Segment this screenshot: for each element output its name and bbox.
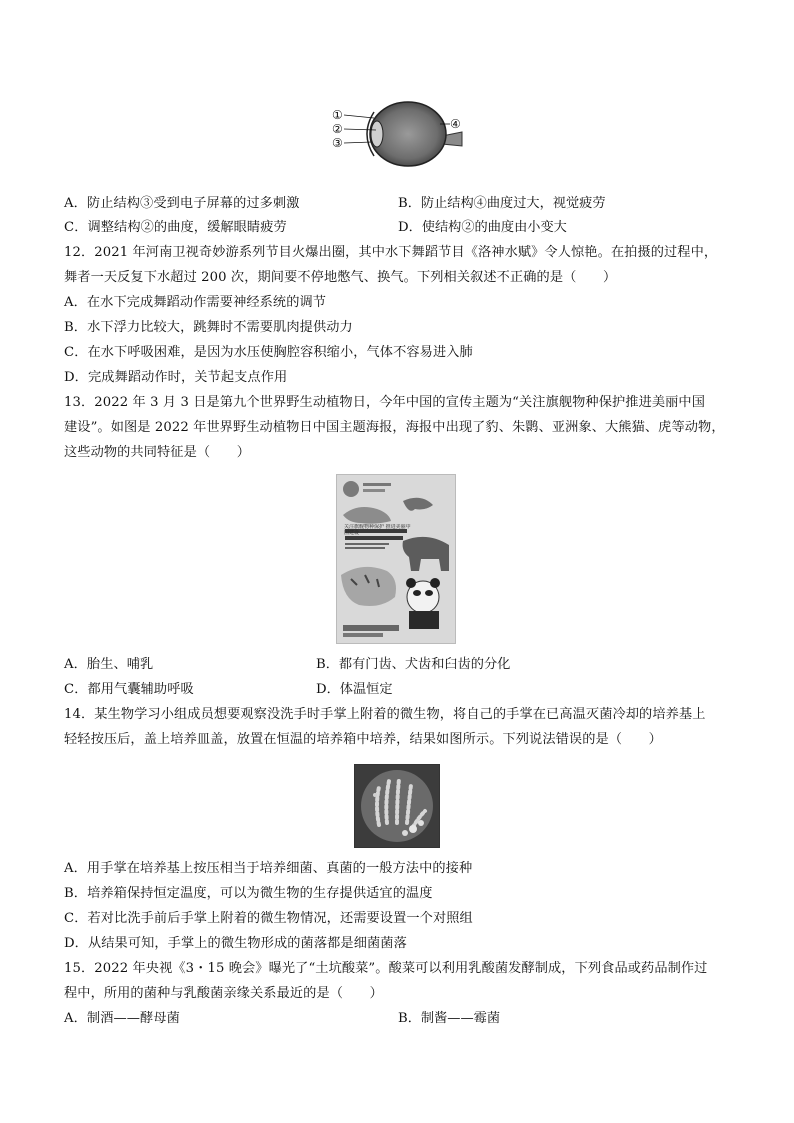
q14-stem-1: 14．某生物学习小组成员想要观察没洗手时手掌上附着的微生物，将自己的手掌在已高温灭菌冷却的培养基上 <box>64 707 706 722</box>
q14-option-a: A．用手掌在培养基上按压相当于培养细菌、真菌的一般方法中的接种 <box>64 861 473 876</box>
q12-option-d: D．完成舞蹈动作时，关节起支点作用 <box>64 370 288 385</box>
q14-stem-2: 轻轻按压后，盖上培养皿盖，放置在恒温的培养箱中培养，结果如图所示。下列说法错误的是（ ） <box>64 732 662 747</box>
q15-stem-2: 程中，所用的菌种与乳酸菌亲缘关系最近的是（ ） <box>64 986 383 1001</box>
q15-option-a: A．制酒——酵母菌 <box>64 1011 180 1026</box>
q15-stem-1: 15．2022 年央视《3・15 晚会》曝光了“土坑酸菜”。酸菜可以利用乳酸菌发酵制成，下列食品或药品制作过 <box>64 961 708 976</box>
q12-option-b: B．水下浮力比较大，跳舞时不需要肌肉提供动力 <box>64 320 353 335</box>
eye-label-2: ② <box>332 122 343 136</box>
q11-option-a: A．防止结构③受到电子屏幕的过多刺激 <box>64 196 300 211</box>
lens <box>371 121 383 147</box>
petri-dish-photo <box>354 764 440 848</box>
eye-label-3: ③ <box>332 136 343 150</box>
q13-stem-3: 这些动物的共同特征是（ ） <box>64 445 251 460</box>
q12-stem-2: 舞者一天反复下水超过 200 次，期间要不停地憋气、换气。下列相关叙述不正确的是（ ） <box>64 270 617 285</box>
q12-option-a: A．在水下完成舞蹈动作需要神经系统的调节 <box>64 295 327 310</box>
q13-option-d: D．体温恒定 <box>316 682 393 697</box>
q14-option-b: B．培养箱保持恒定温度，可以为微生物的生存提供适宜的温度 <box>64 886 433 901</box>
q13-option-b: B．都有门齿、犬齿和臼齿的分化 <box>316 657 511 672</box>
q12-stem-1: 12．2021 年河南卫视奇妙游系列节目火爆出圈，其中水下舞蹈节目《洛神水赋》令人惊艳。在拍摄的过程中， <box>64 245 718 260</box>
wildlife-day-poster <box>336 474 456 644</box>
q13-stem-1: 13．2022 年 3 月 3 日是第九个世界野生动植物日，今年中国的宣传主题为“关注旗舰物种保护推进美丽中国 <box>64 395 706 410</box>
q14-option-d: D．从结果可知，手掌上的微生物形成的菌落都是细菌菌落 <box>64 936 407 951</box>
poster-logo-icon <box>343 481 359 497</box>
q11-option-d: D．使结构②的曲度由小变大 <box>398 220 567 235</box>
q11-option-b: B．防止结构④曲度过大，视觉疲劳 <box>398 196 606 211</box>
q13-option-a: A．胎生、哺乳 <box>64 657 154 672</box>
q15-option-b: B．制酱——霉菌 <box>398 1011 501 1026</box>
q11-option-c: C．调整结构②的曲度，缓解眼睛疲劳 <box>64 220 287 235</box>
q14-option-c: C．若对比洗手前后手掌上附着的微生物情况，还需要设置一个对照组 <box>64 911 473 926</box>
poster-title: 关注旗舰物种保护 推进美丽中国建设 <box>344 524 411 536</box>
eye-label-1: ① <box>332 108 343 122</box>
eye-label-4: ④ <box>450 117 461 131</box>
eye-diagram <box>330 98 470 168</box>
q13-stem-2: 建设”。如图是 2022 年世界野生动植物日中国主题海报，海报中出现了豹、朱鹮、亚洲象、大熊猫、虎等动物， <box>64 420 725 435</box>
q13-option-c: C．都用气囊辅助呼吸 <box>64 682 194 697</box>
q12-option-c: C．在水下呼吸困难，是因为水压使胸腔容积缩小，气体不容易进入肺 <box>64 345 473 360</box>
